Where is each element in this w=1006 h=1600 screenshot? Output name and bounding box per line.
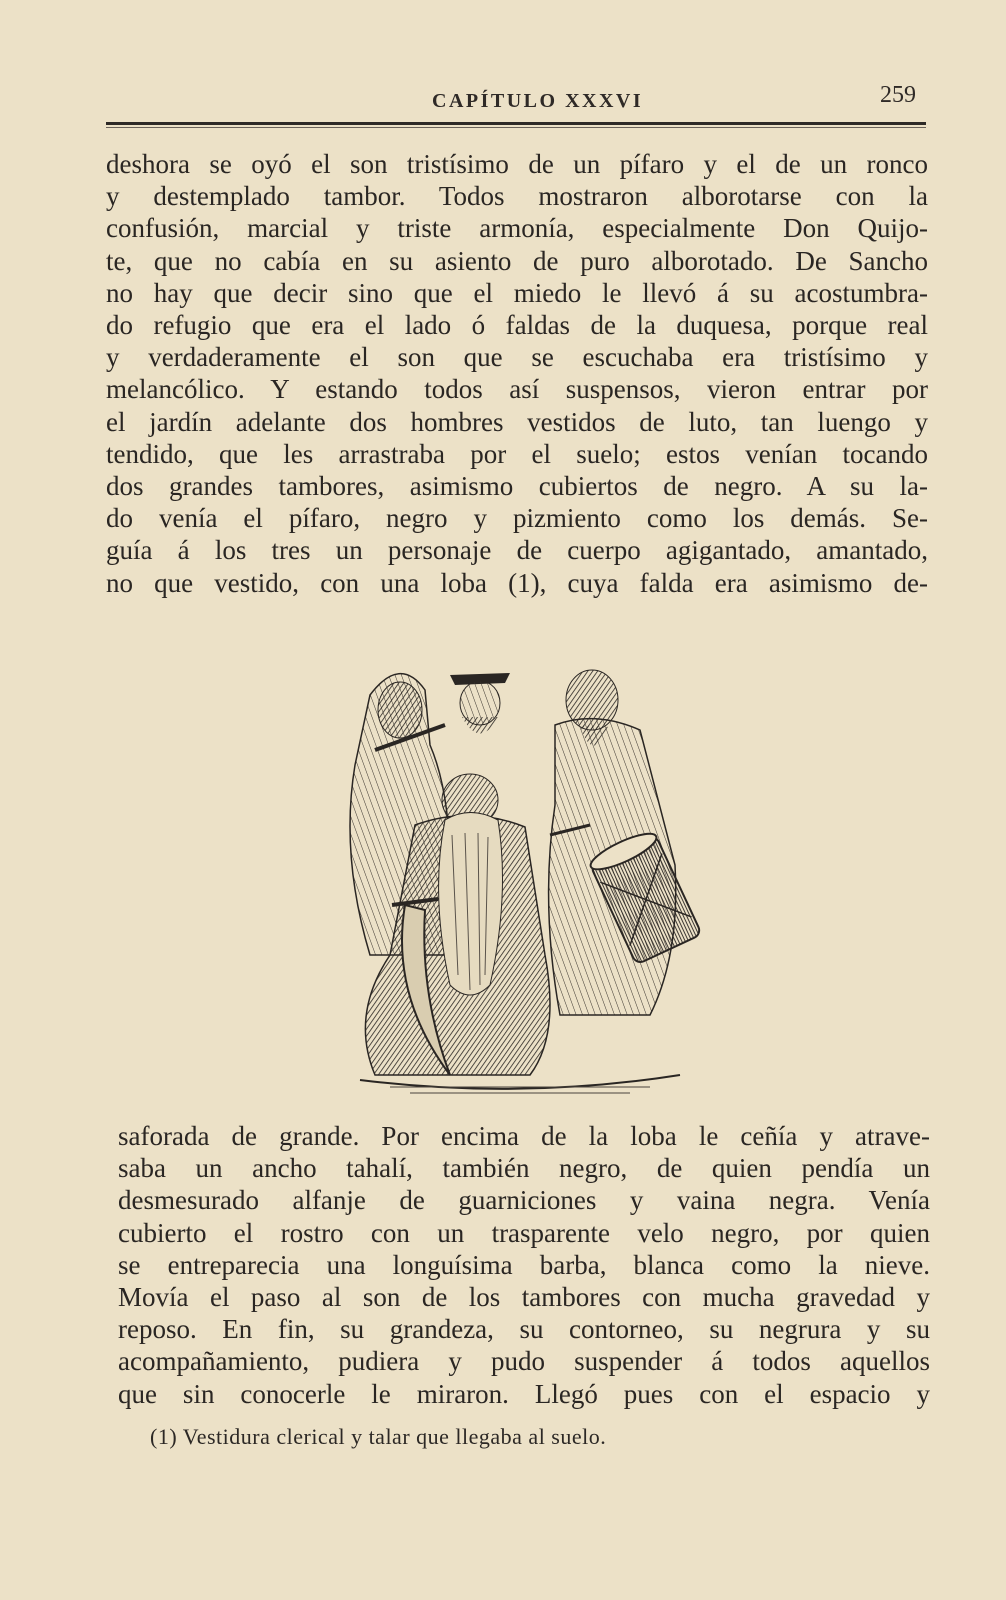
header-rule [106, 122, 926, 125]
text-line: dos grandes tambores, asimismo cubiertos de negro. A su la- [106, 471, 928, 502]
chapter-title: CAPÍTULO XXXVI [432, 90, 644, 112]
text-line: confusión, marcial y triste armonía, especialmente Don Quijo- [106, 213, 928, 244]
text-line: no hay que decir sino que el miedo le llevó á su acostumbra- [106, 277, 928, 308]
text-line: Movía el paso al son de los tambores con mucha gravedad y [118, 1282, 930, 1313]
text-line: cubierto el rostro con un trasparente velo negro, por quien [118, 1217, 930, 1248]
footnote: (1) Vestidura clerical y talar que llegaba al suelo. [150, 1424, 607, 1449]
paragraph-bottom [118, 1120, 930, 1410]
text-line: do venía el pífaro, negro y pizmiento como los demás. Se- [106, 503, 928, 534]
text-line: deshora se oyó el son tristísimo de un pífaro y el de un ronco [106, 149, 928, 179]
text-line: que sin conocerle le miraron. Llegó pues con el espacio y [118, 1378, 930, 1409]
text-line: saforada de grande. Por encima de la loba le ceñía y atrave- [118, 1121, 930, 1151]
text-line: no que vestido, con una loba (1), cuya falda era asimismo de- [106, 567, 928, 598]
header-rule-thin [106, 127, 926, 128]
text-line: se entreparecia una longuísima barba, blanca como la nieve. [118, 1249, 930, 1280]
running-header [106, 82, 926, 116]
text-line: te, que no cabía en su asiento de puro alborotado. De Sancho [106, 245, 928, 276]
page-number: 259 [880, 82, 916, 108]
text-line: el jardín adelante dos hombres vestidos de luto, tan luengo y [106, 406, 928, 437]
text-line: y destemplado tambor. Todos mostraron alborotarse con la [106, 181, 928, 212]
text-line: desmesurado alfanje de guarniciones y vaina negra. Venía [118, 1185, 930, 1216]
text-line: saba un ancho tahalí, también negro, de quien pendía un [118, 1153, 930, 1184]
text-line: tendido, que les arrastraba por el suelo; estos venían tocando [106, 438, 928, 469]
engraving-illustration [330, 655, 710, 1100]
engraving-figures-icon [330, 655, 710, 1100]
paragraph-top [106, 148, 928, 599]
text-line: guía á los tres un personaje de cuerpo agigantado, amantado, [106, 535, 928, 566]
text-line: do refugio que era el lado ó faldas de la duquesa, porque real [106, 310, 928, 341]
text-line: melancólico. Y estando todos así suspensos, vieron entrar por [106, 374, 928, 405]
text-line: acompañamiento, pudiera y pudo suspender á todos aquellos [118, 1346, 930, 1377]
text-line: reposo. En fin, su grandeza, su contorneo, su negrura y su [118, 1314, 930, 1345]
text-line: y verdaderamente el son que se escuchaba era tristísimo y [106, 342, 928, 373]
